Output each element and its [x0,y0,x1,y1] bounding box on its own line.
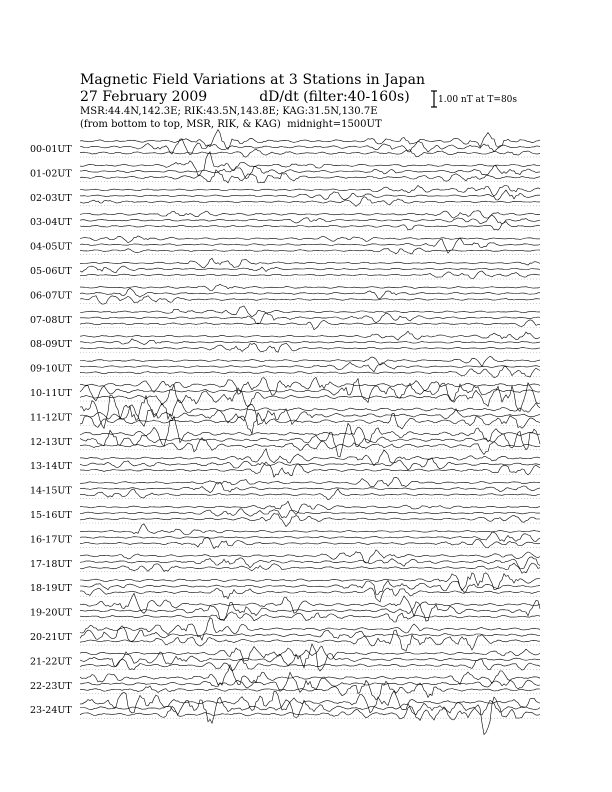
station-trace [80,331,540,340]
hour-label: 01-02UT [30,168,72,180]
station-trace [80,489,540,500]
station-trace [80,438,540,455]
hour-label: 15-16UT [30,510,72,521]
station-trace [80,477,540,486]
station-trace [80,215,540,224]
station-trace [80,588,540,602]
station-trace [80,197,540,207]
station-trace [80,532,540,541]
station-trace [80,378,540,396]
station-trace [80,618,540,641]
hour-label: 02-03UT [30,192,72,204]
hour-label: 08-09UT [30,339,72,351]
station-trace [80,601,540,622]
station-trace [80,379,540,403]
station-trace [80,222,540,231]
rows-layer [30,130,540,735]
chart-title: Magnetic Field Variations at 3 Stations in Japan [80,72,426,88]
station-trace [80,130,540,150]
station-trace [80,458,540,470]
station-trace [80,271,540,279]
station-coords: MSR:44.4N,142.3E; RIK:43.5N,143.8E; KAG:31.5N,130.7E [80,106,378,117]
station-trace [80,185,540,196]
station-trace [80,296,540,304]
midnight-note: midnight=1500UT [287,119,382,130]
station-trace [80,524,540,535]
station-trace [80,339,540,345]
station-trace [80,462,540,477]
hour-label: 00-01UT [30,144,72,155]
station-trace [80,266,540,273]
station-trace [80,288,540,299]
station-trace [80,306,540,317]
chart-date: 27 February 2009 [80,89,208,105]
hour-label: 07-08UT [30,314,72,326]
hour-label: 18-19UT [30,583,72,595]
hour-label: 06-07UT [30,290,72,302]
station-trace [80,367,540,378]
station-trace [80,423,540,457]
station-trace [80,404,540,426]
station-trace [80,149,540,157]
station-trace [80,630,540,651]
station-trace [80,501,540,514]
hour-label: 23-24UT [30,705,72,717]
station-trace [80,211,540,219]
filter-label: dD/dt (filter:40-160s) [259,89,410,105]
station-trace [80,537,540,548]
hour-label: 04-05UT [30,241,72,253]
hour-label: 19-20UT [30,607,72,619]
hour-label: 09-10UT [30,363,72,375]
station-trace [80,356,540,366]
station-order-note: (from bottom to top, MSR, RIK, & KAG) [80,119,281,130]
station-trace [80,691,540,713]
scale-label: 1.00 nT at T=80s [438,95,518,105]
station-trace [80,659,540,671]
station-trace [80,362,540,372]
station-trace [80,190,540,200]
station-trace [80,395,540,428]
hour-label: 10-11UT [30,388,72,399]
hour-label: 17-18UT [30,558,72,570]
hour-label: 03-04UT [30,217,72,229]
station-trace [80,284,540,291]
hour-label: 13-14UT [30,461,72,473]
station-trace [80,166,540,179]
station-trace [80,236,540,243]
station-trace [80,449,540,466]
station-trace [80,320,540,330]
hour-label: 12-13UT [30,436,72,448]
hour-label: 21-22UT [30,656,72,668]
station-trace [80,343,540,352]
station-trace [80,593,540,616]
hour-label: 16-17UT [30,534,72,546]
station-trace [80,573,540,591]
hour-label: 14-15UT [30,485,72,497]
hour-label: 22-23UT [30,680,72,692]
station-trace [80,258,540,268]
hour-label: 05-06UT [30,266,72,277]
station-trace [80,248,540,254]
station-trace [80,514,540,527]
hour-label: 11-12UT [30,412,72,424]
station-trace [80,482,540,492]
station-trace [80,550,540,563]
hour-label: 20-21UT [30,632,72,643]
station-trace [80,557,540,569]
